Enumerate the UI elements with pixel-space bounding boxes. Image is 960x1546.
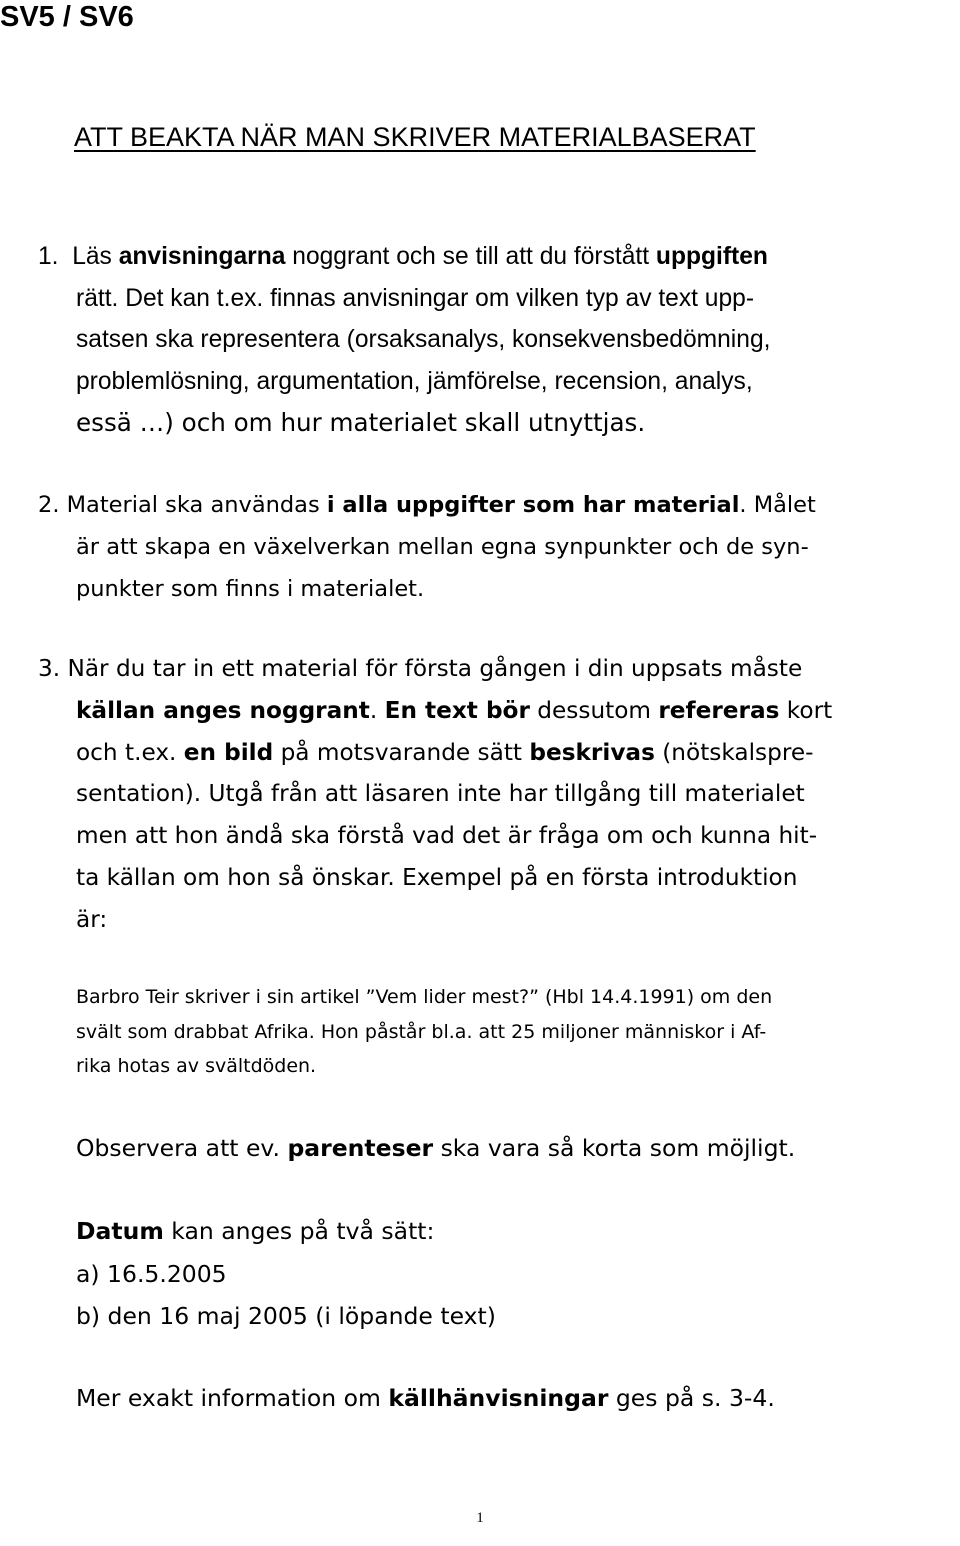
note-date-option-b: b) den 16 maj 2005 (i löpande text) bbox=[76, 1302, 496, 1330]
item3-line-1: 3. När du tar in ett material för första gången i din uppsats måste bbox=[38, 655, 803, 682]
item1-line-2: rätt. Det kan t.ex. finnas anvisningar om vilken typ av text upp- bbox=[76, 284, 755, 312]
item3-line-2: källan anges noggrant. En text bör dessutom refereras kort bbox=[76, 696, 833, 724]
item-number: 3. bbox=[38, 655, 61, 682]
page-title: ATT BEAKTA NÄR MAN SKRIVER MATERIALBASERAT bbox=[74, 122, 756, 152]
example-line-3: rika hotas av svältdöden. bbox=[76, 1055, 317, 1077]
note-date-option-a: a) 16.5.2005 bbox=[76, 1260, 227, 1288]
item3-line-5: men att hon ändå ska förstå vad det är fråga om och kunna hit- bbox=[76, 822, 818, 850]
item3-line-3: och t.ex. en bild på motsvarande sätt beskrivas (nötskalspre- bbox=[76, 738, 814, 766]
item1-line-3: satsen ska representera (orsaksanalys, konsekvensbedömning, bbox=[76, 326, 771, 354]
item2-line-2: är att skapa en växelverkan mellan egna synpunkter och de syn- bbox=[76, 534, 809, 560]
item-number: 1. bbox=[38, 243, 59, 270]
course-code: SV5 / SV6 bbox=[0, 1, 134, 33]
instruction-item-2 bbox=[0, 484, 816, 610]
page-number: 1 bbox=[476, 1510, 484, 1526]
item2-line-3: punkter som finns i materialet. bbox=[76, 576, 425, 602]
item1-line-4: problemlösning, argumentation, jämförelse, recension, analys, bbox=[76, 367, 753, 395]
item2-line-1: 2. Material ska användas i alla uppgifter som har material. Målet bbox=[38, 492, 816, 518]
item3-line-4: sentation). Utgå från att läsaren inte har tillgång till materialet bbox=[76, 780, 805, 808]
item-number: 2. bbox=[38, 492, 60, 518]
note-parentheses: Observera att ev. parenteser ska vara så korta som möjligt. bbox=[76, 1134, 796, 1162]
example-introduction bbox=[76, 980, 772, 1084]
item3-line-6: ta källan om hon så önskar. Exempel på en första introduktion bbox=[76, 863, 798, 891]
instruction-item-1 bbox=[0, 236, 771, 444]
item1-line-1: 1. Läs anvisningarna noggrant och se till att du förstått uppgiften bbox=[38, 243, 768, 270]
note-references: Mer exakt information om källhänvisningar ges på s. 3-4. bbox=[76, 1384, 775, 1412]
example-line-1: Barbro Teir skriver i sin artikel ”Vem lider mest?” (Hbl 14.4.1991) om den bbox=[76, 986, 773, 1008]
item1-line-5: essä …) och om hur materialet skall utnyttjas. bbox=[76, 408, 646, 438]
note-date-heading: Datum kan anges på två sätt: bbox=[76, 1217, 435, 1245]
example-line-2: svält som drabbat Afrika. Hon påstår bl.a. att 25 miljoner människor i Af- bbox=[76, 1020, 767, 1043]
instruction-item-3 bbox=[0, 648, 833, 941]
item3-line-7: är: bbox=[76, 905, 108, 933]
